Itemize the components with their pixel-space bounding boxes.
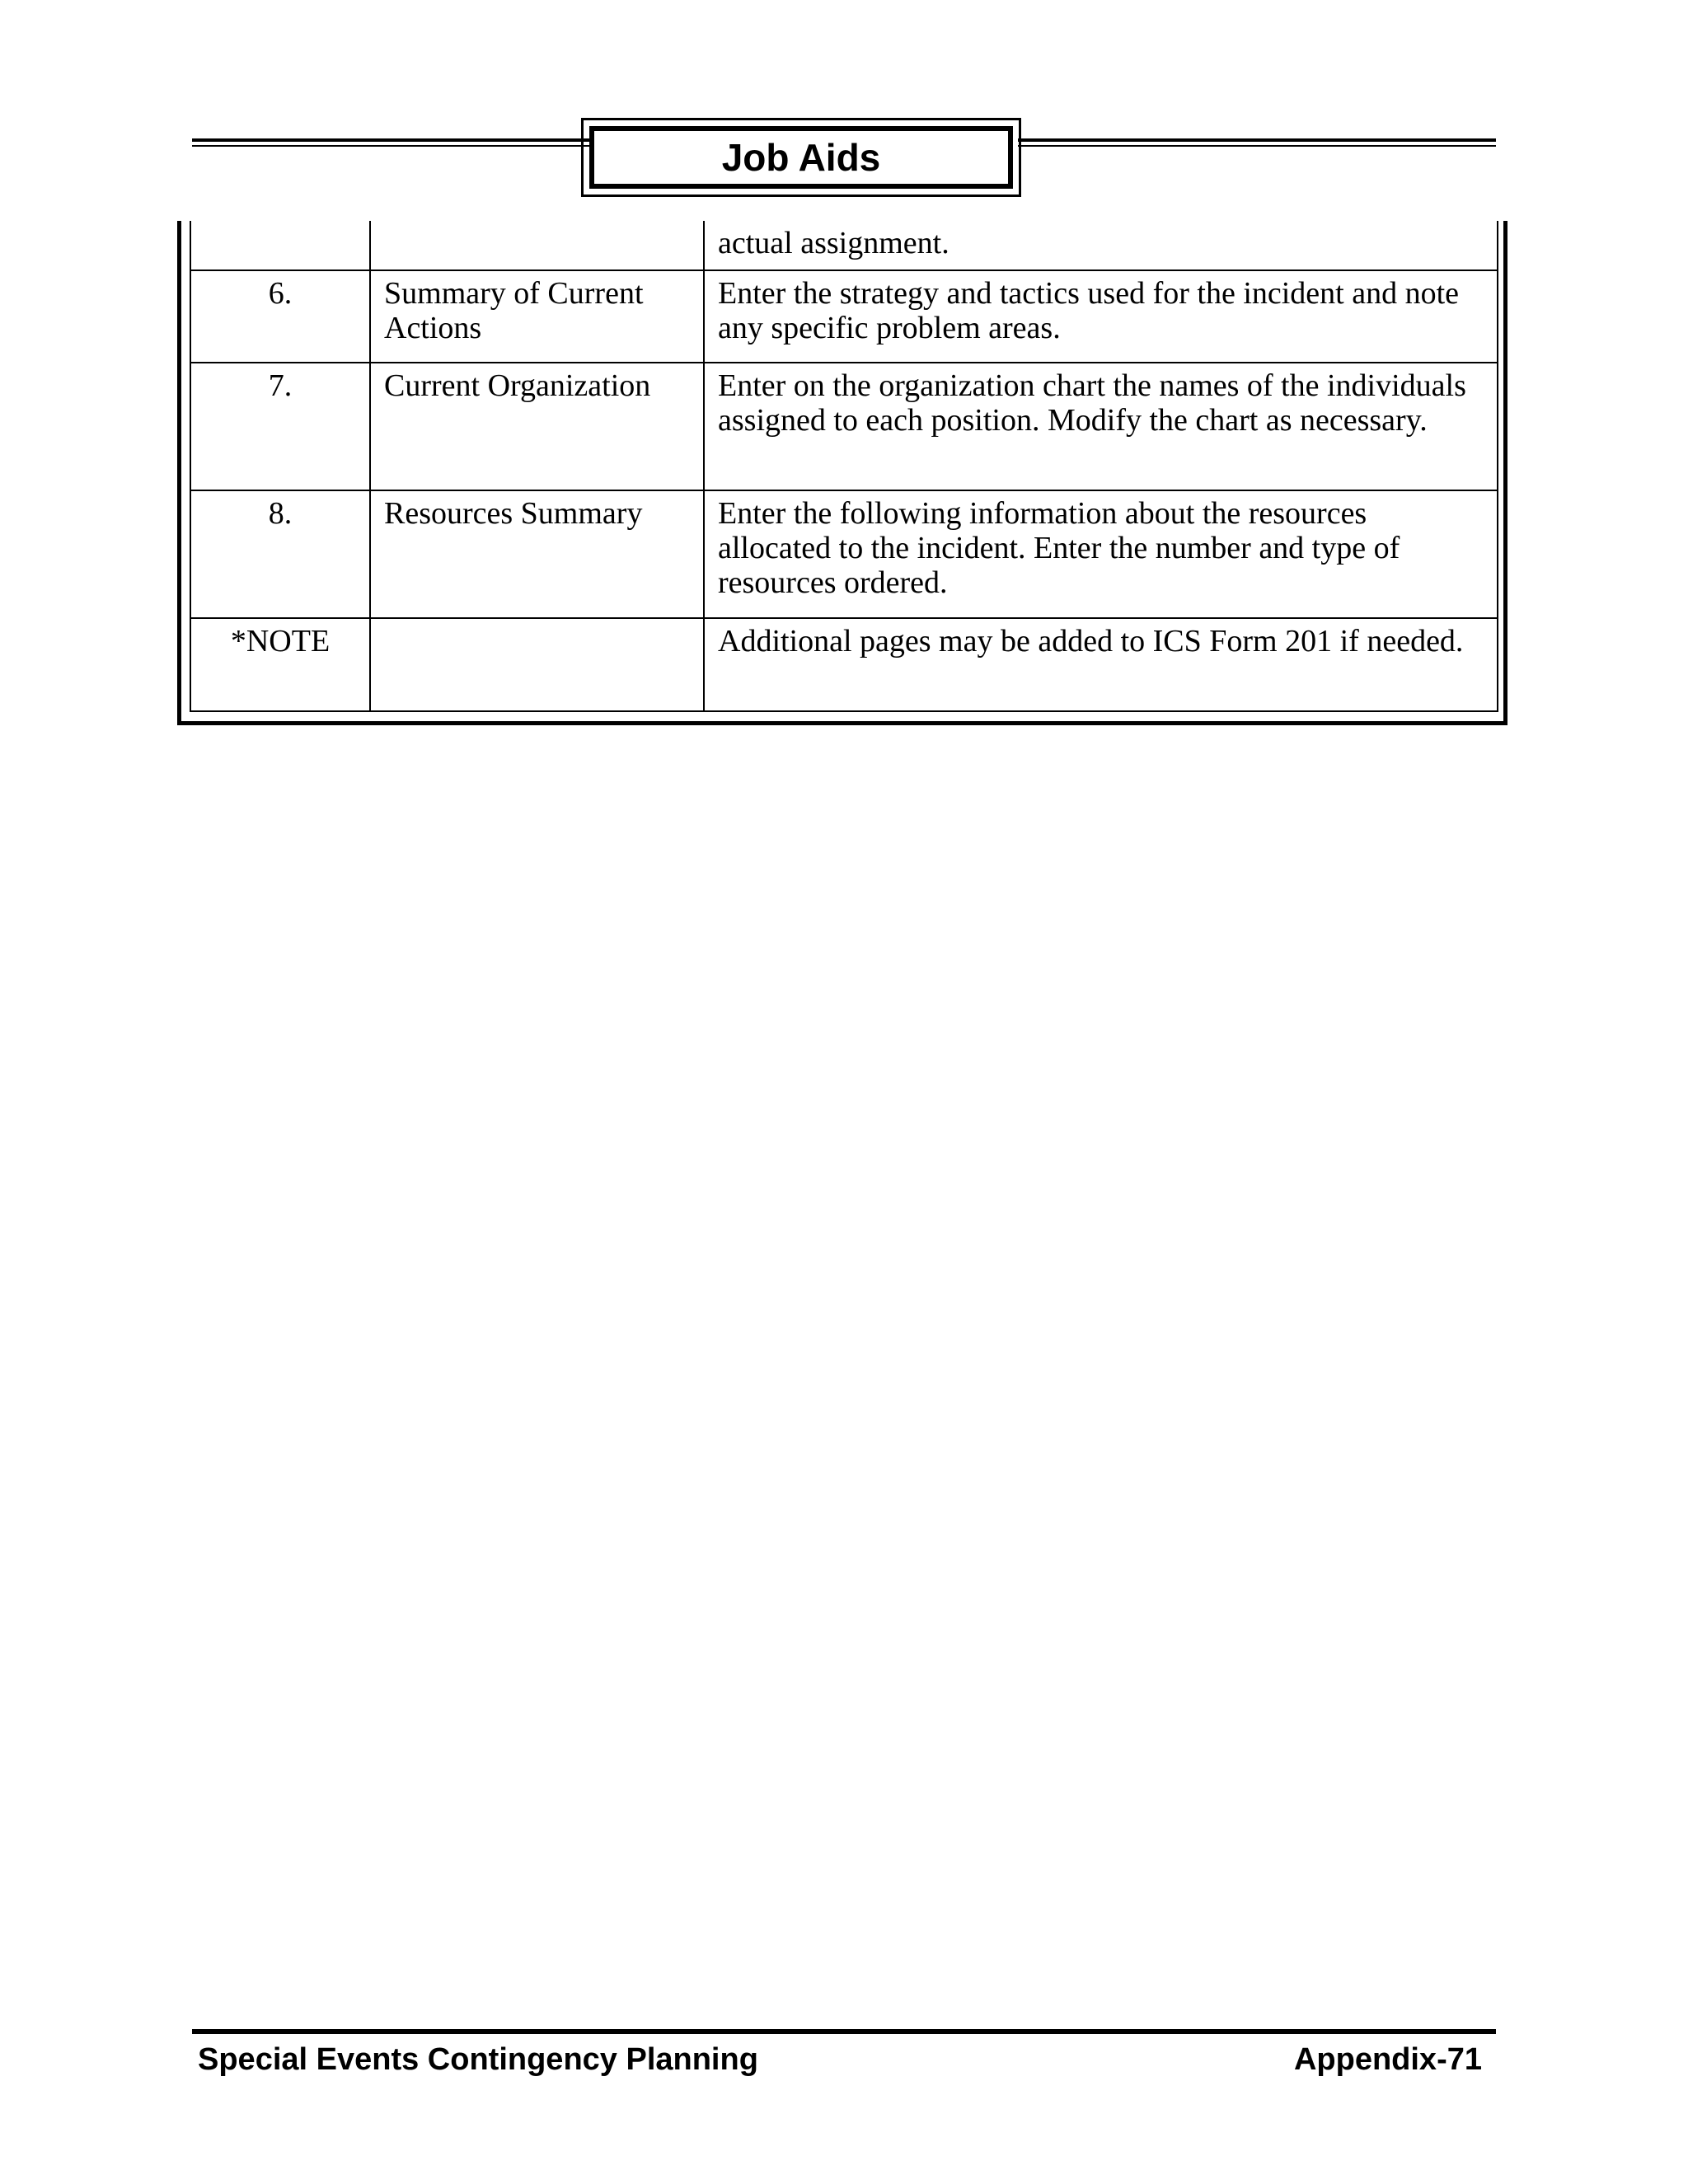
row-item: Summary of Current Actions xyxy=(370,270,704,363)
table-row xyxy=(190,221,1498,270)
row-instructions: actual assignment. xyxy=(704,221,1498,270)
table-row xyxy=(190,490,1498,618)
row-item xyxy=(370,221,704,270)
row-item: Resources Summary xyxy=(370,490,704,618)
footer-rule xyxy=(192,2029,1496,2034)
row-instructions: Enter on the organization chart the names of the individuals assigned to each position. Modify the chart as necessary. xyxy=(704,363,1498,490)
header-rule-right xyxy=(1018,138,1496,147)
row-number: *NOTE xyxy=(190,618,370,711)
row-item xyxy=(370,618,704,711)
row-item: Current Organization xyxy=(370,363,704,490)
header-rule-left xyxy=(192,138,589,147)
row-number: 7. xyxy=(190,363,370,490)
footer-page-number: Appendix-71 xyxy=(1293,2042,1482,2077)
page-title: Job Aids xyxy=(589,126,1013,189)
header-title-box xyxy=(581,118,1021,197)
table-row xyxy=(190,270,1498,363)
row-instructions: Enter the strategy and tactics used for the incident and note any specific problem areas. xyxy=(704,270,1498,363)
row-number: 6. xyxy=(190,270,370,363)
footer-document-title: Special Events Contingency Planning xyxy=(198,2042,758,2077)
row-instructions: Enter the following information about the resources allocated to the incident. Enter the number and type of resources ordered. xyxy=(704,490,1498,618)
table-row xyxy=(190,618,1498,711)
table-row xyxy=(190,363,1498,490)
row-number xyxy=(190,221,370,270)
row-number: 8. xyxy=(190,490,370,618)
row-instructions: Additional pages may be added to ICS Form 201 if needed. xyxy=(704,618,1498,711)
job-aid-table xyxy=(190,221,1498,712)
